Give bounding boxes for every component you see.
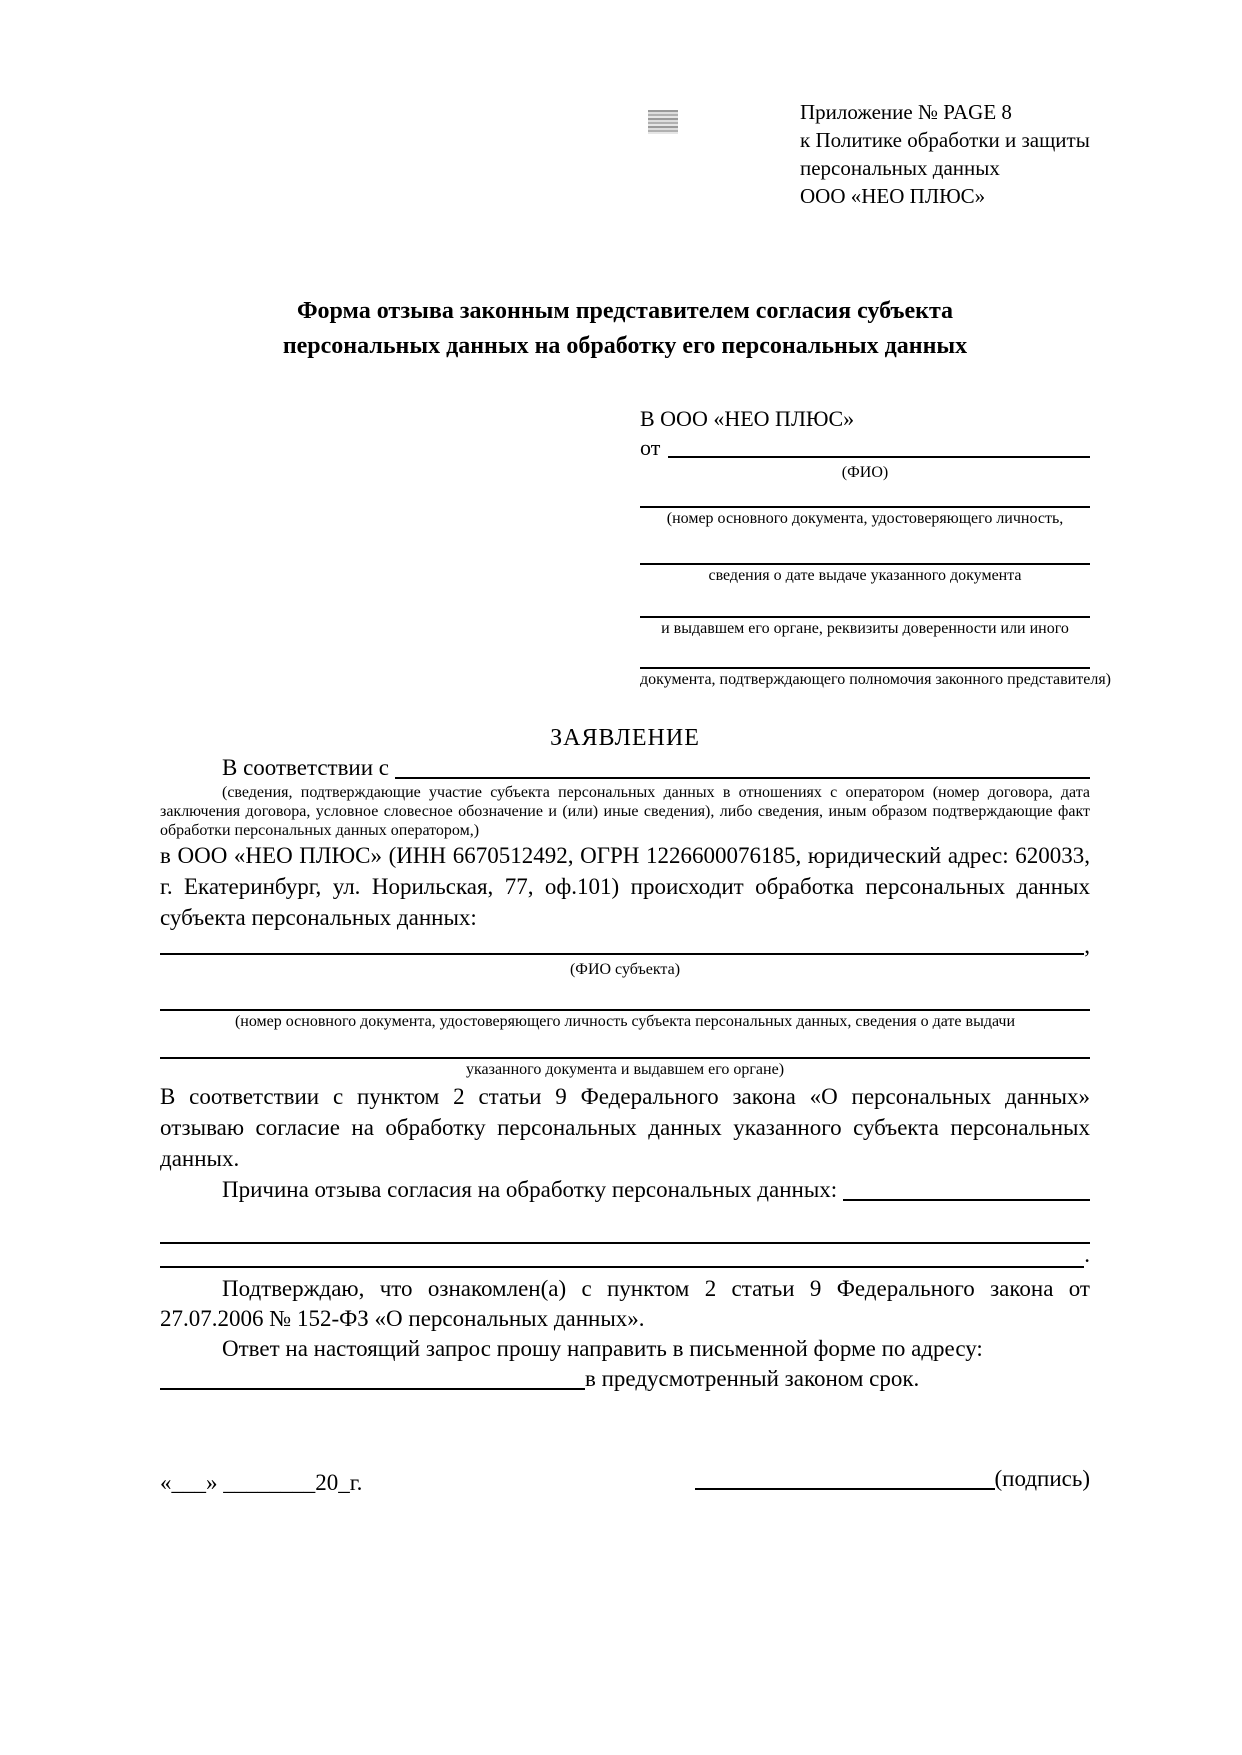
from-label: от [640,435,661,460]
reply-suffix: в предусмотренный законом срок. [585,1366,920,1391]
field-group-4 [640,640,1111,691]
field-caption-3: и выдавшем его органе, реквизиты доверенности или иного [661,620,1069,637]
subject-document-caption-2: указанного документа и выдавшем его органе) [465,1061,785,1078]
embedded-object-icon [648,110,678,134]
date-blank[interactable]: «___» ________20_г. [160,1470,363,1495]
addressee-organization: В ООО «НЕО ПЛЮС» [640,406,855,431]
form-title-line-2: персональных данных на обработку его персональных данных [282,333,968,359]
issuing-authority-field[interactable] [640,587,1090,618]
accordance-basis-field[interactable] [395,753,1090,779]
withdrawal-paragraph: В соответствии с пунктом 2 статьи 9 Федерального закона «О персональных данных» отзываю согласие на обработку персональных данных указанного субъекта персональных данных. [160,1084,1090,1171]
authority-document-field[interactable] [640,640,1090,669]
reply-address-row [160,1364,1090,1394]
reason-field-line-2[interactable] [160,1205,1090,1244]
field-group-3 [640,587,1090,640]
subject-fio-row [160,933,1090,959]
field-caption-2: сведения о дате выдаче указанного документа [708,567,1022,584]
basis-caption: (сведения, подтверждающие участие субъекта персональных данных в отношениях с оператором (номер договора, дата заключения договора, условное словесное обозначение и (или) иные сведения), либо сведения, иным образом подтверждающие факт обработки персональных данных оператором,) [160,784,1090,839]
form-title-line-1: Форма отзыва законным представителем согласия субъекта [296,298,954,324]
accordance-row [160,753,1090,783]
subject-fio-field[interactable] [160,933,1084,955]
reason-field-line-3[interactable] [160,1266,1084,1268]
accordance-label: В соответствии с [222,755,390,780]
subject-fio-comma: , [1084,933,1090,958]
document-issue-date-field[interactable] [640,530,1090,565]
field-caption-1: (номер основного документа, удостоверяющего личность, [666,510,1064,527]
field-caption-4: документа, подтверждающего полномочия законного представителя) [640,671,1111,688]
signature-field[interactable] [695,1464,995,1490]
representative-document-field[interactable] [640,484,1090,508]
confirmation-paragraph: Подтверждаю, что ознакомлен(а) с пунктом 2 статьи 9 Федерального закона от 27.07.2006 № 152-ФЗ «О персональных данных». [160,1276,1090,1331]
appendix-line-3: персональных данных [800,156,1000,180]
operator-paragraph: в ООО «НЕО ПЛЮС» (ИНН 6670512492, ОГРН 1226600076185, юридический адрес: 620033, г. Екатеринбург, ул. Норильская, 77, оф.101) происходит обработка персональных данных субъекта персональных данных: [160,843,1090,930]
form-title [160,294,1090,364]
subject-document-field-2[interactable] [160,1033,1090,1059]
reason-line-3-row [160,1244,1090,1268]
signature-caption: (подпись) [994,1466,1090,1491]
subject-document-caption-1: (номер основного документа, удостоверяющего личность субъекта персональных данных, сведения о дате выдачи [234,1013,1016,1030]
signature-group [695,1464,1090,1494]
reason-period: . [1084,1242,1090,1267]
reason-label: Причина отзыва согласия на обработку персональных данных: [222,1177,838,1202]
reason-field-line-1[interactable] [843,1174,1090,1201]
representative-fio-field[interactable] [668,434,1090,458]
reply-paragraph: Ответ на настоящий запрос прошу направить в письменной форме по адресу: [222,1336,983,1361]
reason-row [160,1174,1090,1205]
date-signature-row [160,1464,1090,1498]
field-group-2 [640,530,1090,587]
subject-fio-caption: (ФИО субъекта) [569,961,681,978]
appendix-line-2: к Политике обработки и защиты [800,128,1090,152]
appendix-line-4: ООО «НЕО ПЛЮС» [800,184,986,208]
appendix-header [800,98,1090,210]
addressee-block [640,404,1111,691]
fio-caption: (ФИО) [841,464,889,481]
reply-address-field[interactable] [160,1364,585,1390]
appendix-line-1: Приложение № PAGE 8 [800,100,1012,124]
statement-heading: ЗАЯВЛЕНИЕ [550,725,700,751]
from-row [640,434,1090,462]
field-group-1 [640,484,1090,530]
subject-document-field[interactable] [160,981,1090,1011]
